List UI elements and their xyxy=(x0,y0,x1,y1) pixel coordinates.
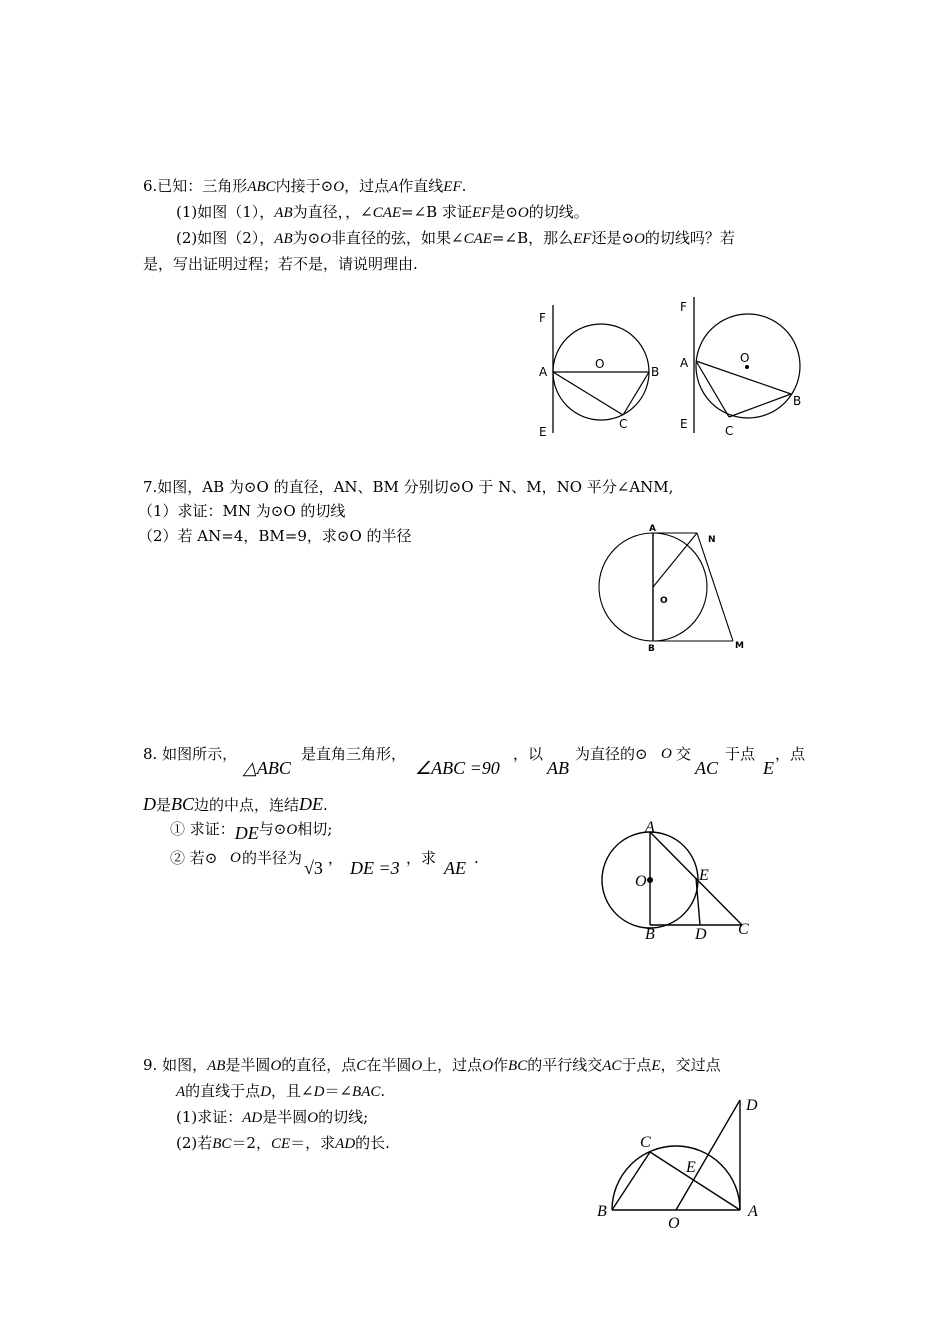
p6-line2: (1)如图（1），AB为直径，，∠CAE=∠B 求证EF是⊙O的切线。 xyxy=(176,203,589,221)
label-f: F xyxy=(539,311,546,325)
p8-line3: ① 求证：DE与⊙O相切; xyxy=(170,820,333,843)
chord-ac xyxy=(553,372,623,415)
center-o xyxy=(745,365,749,369)
label-e: E xyxy=(680,417,688,431)
center-o xyxy=(647,877,653,883)
label-c: C xyxy=(725,424,734,438)
p9-line1: 9. 如图，AB是半圆O的直径，点C在半圆O上，过点O作BC的平行线交AC于点E，交过点 xyxy=(143,1056,721,1074)
p9-figure xyxy=(590,1090,780,1235)
chord-ab xyxy=(696,361,791,394)
segment-od xyxy=(676,1100,740,1210)
label-d: D xyxy=(695,926,707,943)
label-o: O xyxy=(595,357,605,371)
p8-figure xyxy=(595,815,765,945)
p6-figure-1 xyxy=(535,305,665,445)
label-e: E xyxy=(686,1159,696,1176)
label-o: O xyxy=(668,1215,680,1232)
semicircle-o xyxy=(612,1146,740,1210)
label-o: O xyxy=(635,873,647,890)
label-a: A xyxy=(645,819,655,836)
label-b: B xyxy=(793,394,802,408)
label-c: C xyxy=(738,921,749,938)
label-f: F xyxy=(680,300,687,314)
p6-line4: 是，写出证明过程；若不是，请说明理由. xyxy=(143,255,418,273)
label-b: B xyxy=(597,1203,607,1220)
label-b: B xyxy=(648,644,655,654)
p6-figure-2 xyxy=(676,297,816,442)
segment-no xyxy=(653,533,697,587)
p9-line2: A的直线于点D，且∠D＝∠BAC. xyxy=(176,1082,386,1100)
label-n: N xyxy=(708,535,716,545)
p9-line3: (1)求证：AD是半圆O的切线; xyxy=(176,1108,369,1126)
label-o: O xyxy=(740,351,750,365)
label-d: D xyxy=(746,1097,758,1114)
label-b: B xyxy=(645,926,655,943)
label-c: C xyxy=(619,417,628,431)
chord-bc xyxy=(623,372,649,415)
p7-line3: （2）若 AN=4，BM=9，求⊙O 的半径 xyxy=(138,527,412,545)
p8-line2: D是BC边的中点，连结DE. xyxy=(143,794,328,814)
p9-line4: (2)若BC＝2，CE＝，求AD的长. xyxy=(176,1134,390,1152)
p6-line3: (2)如图（2），AB为⊙O非直径的弦，如果∠CAE=∠B，那么EF还是⊙O的切线吗？若 xyxy=(176,229,735,247)
label-b: B xyxy=(651,365,660,379)
label-a: A xyxy=(539,365,548,379)
label-o: O xyxy=(660,596,668,606)
p7-line2: （1）求证：MN 为⊙O 的切线 xyxy=(138,502,346,520)
label-e: E xyxy=(539,425,547,439)
label-e: E xyxy=(699,867,709,884)
label-c: C xyxy=(640,1134,651,1151)
p7-line1: 7.如图，AB 为⊙O 的直径，AN、BM 分别切⊙O 于 N、M，NO 平分∠ANM, xyxy=(143,478,674,496)
p7-figure xyxy=(590,520,750,660)
label-a: A xyxy=(649,524,656,534)
label-a: A xyxy=(680,356,689,370)
label-m: M xyxy=(735,641,744,651)
segment-nm xyxy=(697,533,733,641)
p6-line1: 6.已知：三角形ABC内接于⊙O，过点A作直线EF. xyxy=(143,177,467,195)
chord-bc xyxy=(612,1152,650,1210)
label-a: A xyxy=(748,1203,758,1220)
